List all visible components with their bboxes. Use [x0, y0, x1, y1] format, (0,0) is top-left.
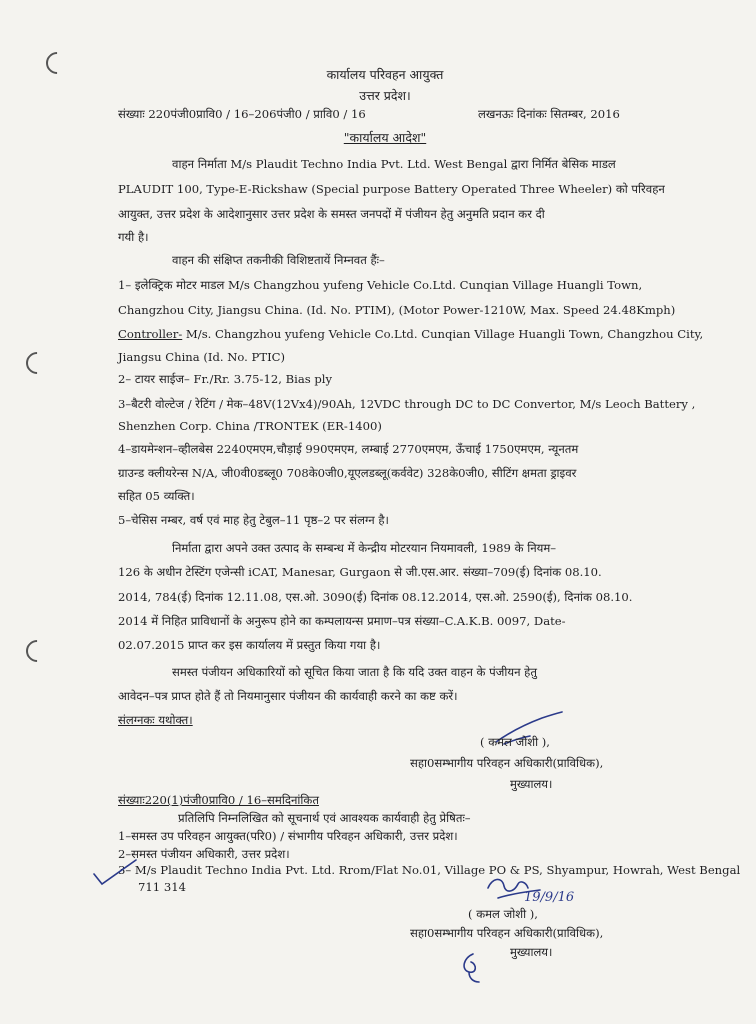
enclosure-note: संलग्नकः यथोक्त। — [118, 713, 193, 727]
handwritten-tick-mark — [90, 858, 140, 888]
notice-line-2: आवेदन–पत्र प्राप्त होते हैं तो नियमानुसार पंजीयन की कार्यवाही करने का कष्ट करें। — [118, 689, 458, 703]
spec-4-line-1: 4–डायमेन्शन–व्हीलबेस 2240एमएम,चौड़ाई 990एमएम, लम्बाई 2770एमएम, ऊँचाई 1750एमएम, न्यूनतम — [118, 442, 579, 456]
punch-hole-bottom — [21, 635, 52, 666]
approval-line-2: 126 के अधीन टेस्टिंग एजेन्सी iCAT, Manesar, Gurgaon से जी.एस.आर. संख्या–709(ई) दिनांक 08.10. — [118, 565, 602, 579]
signature-1-designation: सहा0सम्भागीय परिवहन अधिकारी(प्राविधिक), — [410, 756, 604, 770]
handwritten-initial — [455, 950, 485, 986]
signature-2-designation: सहा0सम्भागीय परिवहन अधिकारी(प्राविधिक), — [410, 926, 604, 940]
copy-item-1: 1–समस्त उप परिवहन आयुक्त(परि0) / संभागीय परिवहन अधिकारी, उत्तर प्रदेश। — [118, 829, 458, 843]
intro-line-1: वाहन निर्माता M/s Plaudit Techno India Pvt. Ltd. West Bengal द्वारा निर्मित बेसिक माडल — [172, 157, 616, 171]
signature-2-office: मुख्यालय। — [510, 945, 553, 959]
intro-line-4: गयी है। — [118, 230, 149, 244]
spec-5: 5–चेसिस नम्बर, वर्ष एवं माह हेतु टेबुल–11 पृष्ठ–2 पर संलग्न है। — [118, 513, 389, 527]
copy-intro: प्रतिलिपि निम्नलिखित को सूचनार्थ एवं आवश्यक कार्यवाही हेतु प्रेषितः– — [178, 811, 471, 825]
notice-line-1: समस्त पंजीयन अधिकारियों को सूचित किया जाता है कि यदि उक्त वाहन के पंजीयन हेतु — [172, 665, 537, 679]
state-heading: उत्तर प्रदेश। — [359, 88, 411, 103]
spec-3-line-2: Shenzhen Corp. China /TRONTEK (ER-1400) — [118, 419, 382, 433]
controller-line — [118, 327, 703, 341]
intro-line-3: आयुक्त, उत्तर प्रदेश के आदेशानुसार उत्तर प्रदेश के समस्त जनपदों में पंजीयन हेतु अनुमति प्रदान कर दी — [118, 207, 545, 221]
approval-line-5: 02.07.2015 प्राप्त कर इस कार्यालय में प्रस्तुत किया गया है। — [118, 638, 381, 652]
office-heading: कार्यालय परिवहन आयुक्त — [326, 67, 444, 82]
signature-1-office: मुख्यालय। — [510, 777, 553, 791]
approval-line-4: 2014 में निहित प्राविधानों के अनुरूप होने का कम्पलायन्स प्रमाण–पत्र संख्या–C.A.K.B. 0097, Date- — [118, 614, 566, 628]
spec-3-line-1: 3–बैटरी वोल्टेज / रेटिंग / मेक–48V(12Vx4)/90Ah, 12VDC through DC to DC Convertor, M/s Leoch Battery , — [118, 397, 696, 411]
copy-item-2: 2–समस्त पंजीयन अधिकारी, उत्तर प्रदेश। — [118, 847, 290, 861]
controller-label: Controller- — [118, 327, 183, 341]
place-date: लखनऊः दिनांकः सितम्बर, 2016 — [478, 107, 620, 121]
approval-line-1: निर्माता द्वारा अपने उक्त उत्पाद के सम्बन्ध में केन्द्रीय मोटरयान नियमावली, 1989 के नियम– — [172, 541, 557, 555]
copy-item-3-pin: 711 314 — [138, 880, 186, 894]
reference-number: संख्याः 220पंजी0प्रावि0 / 16–206पंजी0 / प्रावि0 / 16 — [118, 107, 366, 121]
intro-line-2: PLAUDIT 100, Type-E-Rickshaw (Special purpose Battery Operated Three Wheeler) को परिवहन — [118, 182, 665, 196]
spec-2: 2– टायर साईज– Fr./Rr. 3.75-12, Bias ply — [118, 372, 333, 386]
spec-1-line-2: Changzhou City, Jiangsu China. (Id. No. PTIM), (Motor Power-1210W, Max. Speed 24.48Kmph) — [118, 303, 676, 317]
copy-item-3: 3– M/s Plaudit Techno India Pvt. Ltd. Rrom/Flat No.01, Village PO & PS, Shyampur, Howrah, West Bengal — [118, 863, 741, 877]
spec-4-line-2: ग्राउन्ड क्लीयरेन्स N/A, जी0वी0डब्लू0 708के0जी0,यूएलडब्लू(कर्ववेट) 328के0जी0, सीटिंग क्षमता ड्राइवर — [118, 466, 577, 480]
spec-4-line-3: सहित 05 व्यक्ति। — [118, 489, 195, 503]
spec-1-line-1: 1– इलेक्ट्रिक मोटर माडल M/s Changzhou yufeng Vehicle Co.Ltd. Cunqian Village Huangli Town, — [118, 278, 643, 292]
approval-line-3: 2014, 784(ई) दिनांक 12.11.08, एस.ओ. 3090(ई) दिनांक 08.12.2014, एस.ओ. 2590(ई), दिनांक 08.10. — [118, 590, 633, 604]
signature-1-name: ( कमल जोशी ), — [480, 735, 550, 749]
copy-reference-number: संख्याः220(1)पंजी0प्रावि0 / 16–समदिनांकित — [118, 793, 319, 807]
controller-text: M/s. Changzhou yufeng Vehicle Co.Ltd. Cunqian Village Huangli Town, Changzhou City, — [182, 327, 704, 341]
punch-hole-top — [41, 47, 72, 78]
spec-heading: वाहन की संक्षिप्त तकनीकी विशिष्टतायें निम्नवत हैंः– — [172, 253, 385, 267]
controller-line-2: Jiangsu China (Id. No. PTIC) — [118, 350, 286, 364]
punch-hole-middle — [21, 347, 52, 378]
signature-2-name: ( कमल जोशी ), — [468, 907, 538, 921]
handwritten-date: 19/9/16 — [524, 890, 575, 905]
order-title: "कार्यालय आदेश" — [343, 130, 427, 145]
